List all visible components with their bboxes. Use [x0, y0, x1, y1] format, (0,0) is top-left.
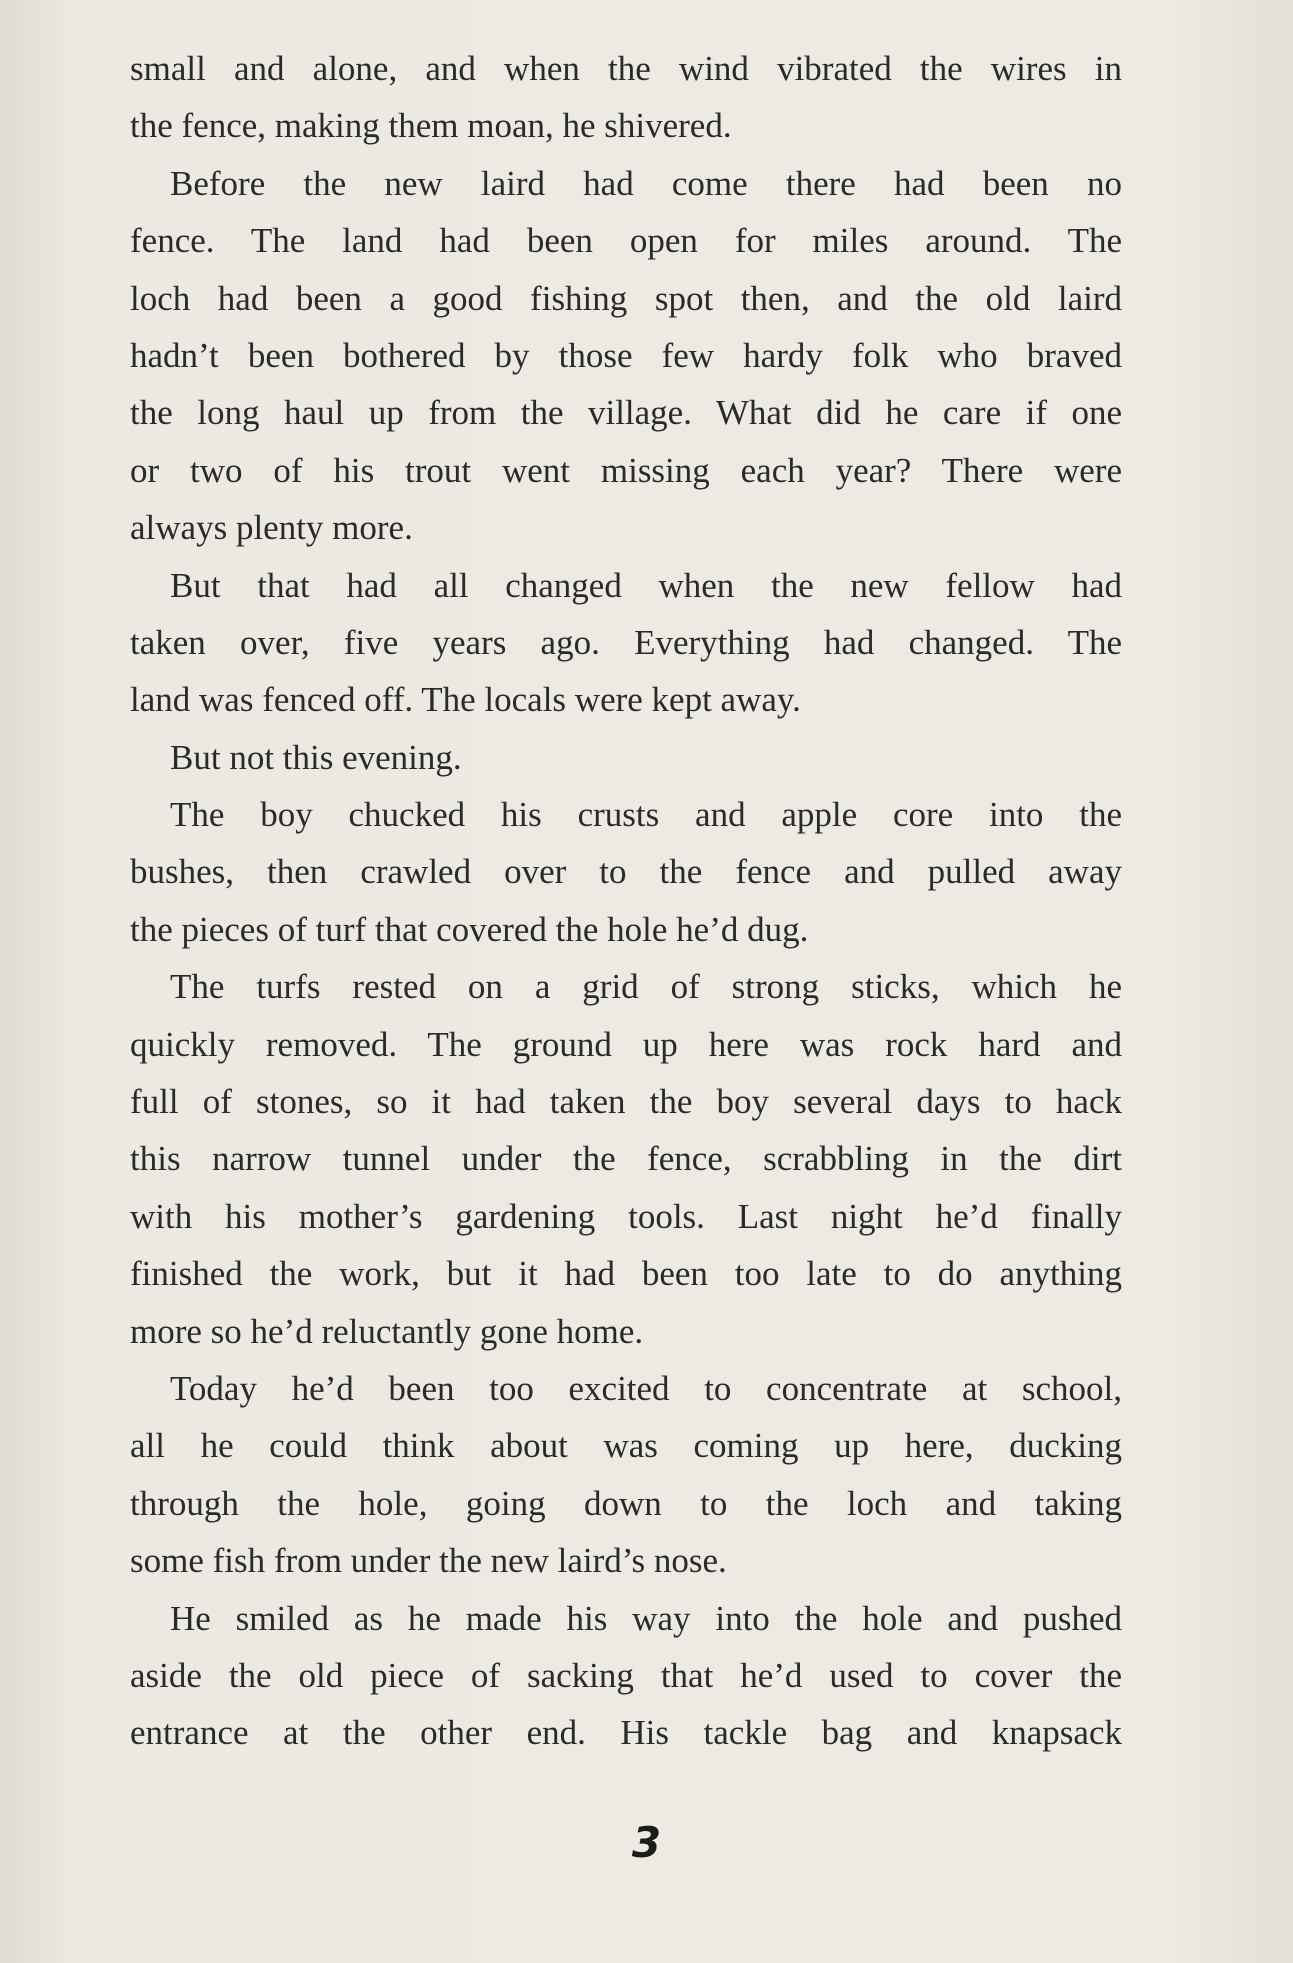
text-line: with his mother’s gardening tools. Last night he’d finally: [130, 1196, 1122, 1236]
text-line: The turfs rested on a grid of strong sticks, which he: [170, 967, 1122, 1007]
text-line: full of stones, so it had taken the boy several days to hack: [130, 1082, 1122, 1122]
text-line: The boy chucked his crusts and apple core into the: [170, 795, 1122, 835]
text-line: He smiled as he made his way into the hole and pushed: [170, 1598, 1122, 1638]
text-line: land was fenced off. The locals were kept away.: [130, 680, 801, 720]
text-line: through the hole, going down to the loch and taking: [130, 1483, 1122, 1523]
text-line: entrance at the other end. His tackle bag and knapsack: [130, 1713, 1122, 1753]
text-line: the pieces of turf that covered the hole he’d dug.: [130, 909, 809, 949]
text-line: always plenty more.: [130, 508, 413, 548]
text-line: the fence, making them moan, he shivered.: [130, 106, 732, 146]
body-text: [130, 40, 1122, 1762]
text-line: small and alone, and when the wind vibrated the wires in: [130, 49, 1122, 88]
text-line: taken over, five years ago. Everything had changed. The: [130, 622, 1122, 662]
text-line: or two of his trout went missing each year? There were: [130, 450, 1122, 490]
text-line: Today he’d been too excited to concentrate at school,: [170, 1368, 1122, 1408]
text-line: all he could think about was coming up here, ducking: [130, 1426, 1122, 1466]
text-line: hadn’t been bothered by those few hardy folk who braved: [130, 335, 1122, 375]
text-line: finished the work, but it had been too late to do anything: [130, 1254, 1122, 1294]
text-line: this narrow tunnel under the fence, scrabbling in the dirt: [130, 1139, 1122, 1179]
text-line: But that had all changed when the new fellow had: [170, 565, 1122, 605]
text-line: But not this evening.: [170, 737, 462, 777]
page-number: 3: [631, 1818, 662, 1867]
text-line: Before the new laird had come there had been no: [170, 163, 1122, 203]
text-line: fence. The land had been open for miles around. The: [130, 221, 1122, 261]
text-line: quickly removed. The ground up here was rock hard and: [130, 1024, 1122, 1064]
text-line: some fish from under the new laird’s nose.: [130, 1541, 727, 1581]
text-line: more so he’d reluctantly gone home.: [130, 1311, 644, 1351]
text-line: aside the old piece of sacking that he’d used to cover the: [130, 1655, 1122, 1695]
text-line: the long haul up from the village. What did he care if one: [130, 393, 1122, 433]
text-line: loch had been a good fishing spot then, and the old laird: [130, 278, 1122, 318]
text-line: bushes, then crawled over to the fence and pulled away: [130, 852, 1122, 892]
